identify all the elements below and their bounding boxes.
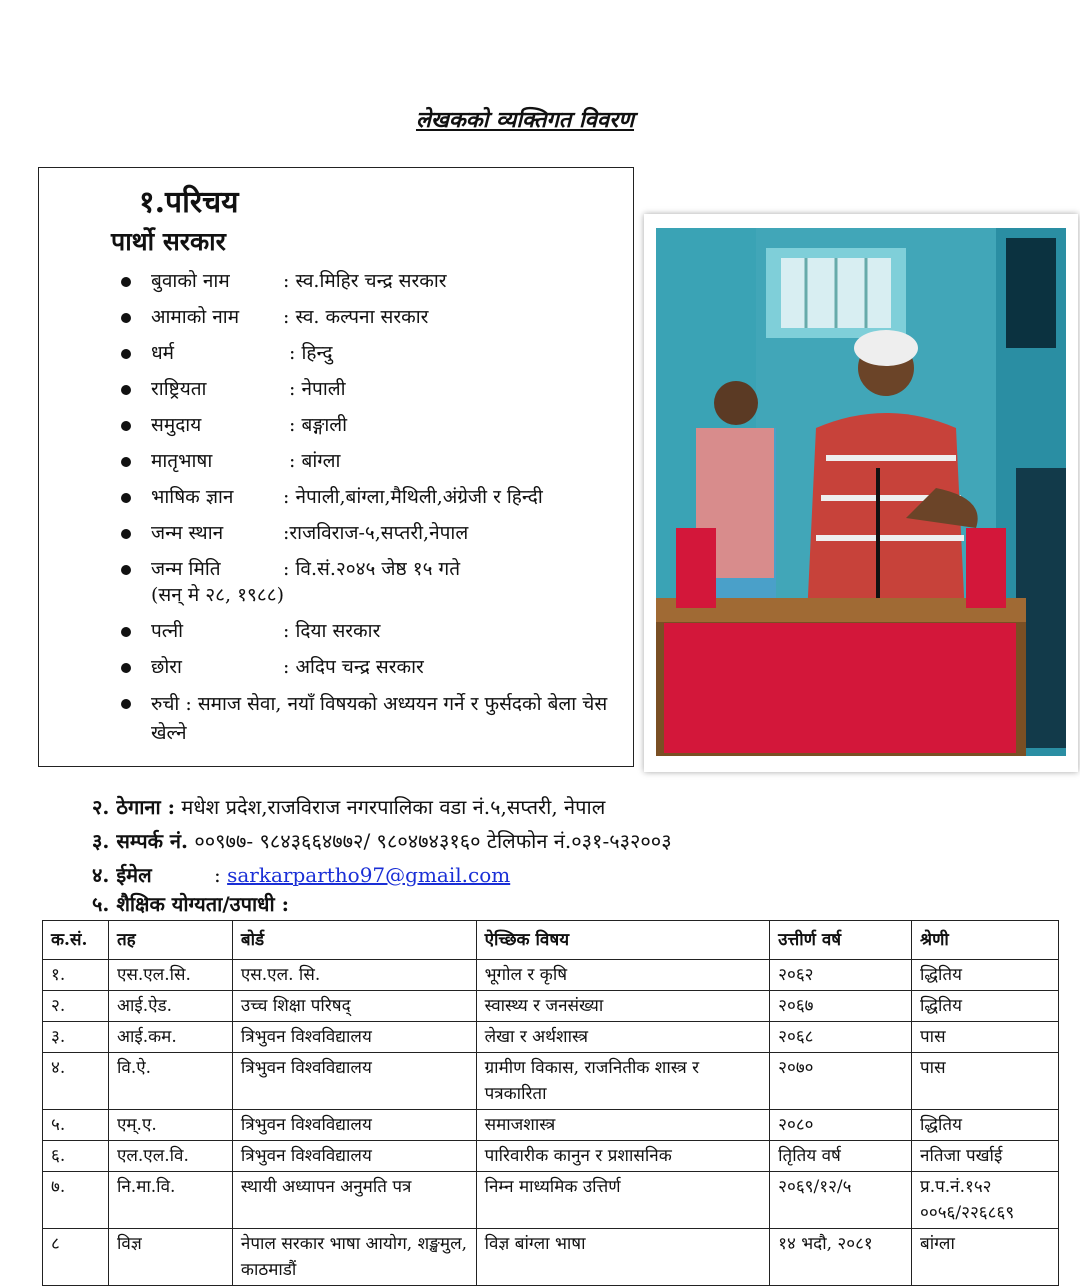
field-label: जन्म स्थान xyxy=(151,522,224,544)
intro-field-hobby: रुची : समाज सेवा, नयाँ विषयको अध्ययन गर्ने र फुर्सदको बेला चेस खेल्ने xyxy=(151,690,631,750)
table-cell: एम्.ए. xyxy=(108,1110,232,1141)
table-cell: नतिजा पर्खाई xyxy=(912,1141,1059,1172)
table-cell: स्वास्थ्य र जनसंख्या xyxy=(476,991,770,1022)
table-cell: ७. xyxy=(43,1172,109,1229)
field-label: भाषिक ज्ञान xyxy=(151,486,234,508)
table-cell: त्रिभुवन विश्वविद्यालय xyxy=(232,1053,476,1110)
address-row xyxy=(92,790,672,824)
field-separator: : xyxy=(283,558,296,580)
field-separator: : xyxy=(283,306,296,328)
table-row xyxy=(43,1022,1059,1053)
table-cell: पास xyxy=(912,1053,1059,1110)
field-separator: : xyxy=(283,270,296,292)
table-cell: २०६२ xyxy=(770,960,912,991)
field-value: वि.सं.२०४५ जेष्ठ १५ गते xyxy=(295,558,461,580)
field-value: बङ्गाली xyxy=(301,414,348,436)
field-value: स्व. कल्पना सरकार xyxy=(295,306,429,328)
field-label: पत्नी xyxy=(151,620,184,642)
phone-label: ३. सम्पर्क नं. xyxy=(92,829,188,853)
field-value: नेपाली,बांग्ला,मैथिली,अंग्रेजी र हिन्दी xyxy=(295,486,543,508)
table-row xyxy=(43,1229,1059,1286)
field-value: बांग्ला xyxy=(301,450,341,472)
table-cell: त्रिभुवन विश्वविद्यालय xyxy=(232,1022,476,1053)
intro-field-list xyxy=(151,268,631,750)
table-row xyxy=(43,1110,1059,1141)
column-header: क.सं. xyxy=(43,921,109,960)
table-cell: १४ भदौ, २०८१ xyxy=(770,1229,912,1286)
table-cell: तृितिय वर्ष xyxy=(770,1141,912,1172)
table-cell: एस.एल.सि. xyxy=(108,960,232,991)
table-row xyxy=(43,1053,1059,1110)
education-heading: ५. शैक्षिक योग्यता/उपाधी : xyxy=(92,892,289,916)
table-cell: आई.कम. xyxy=(108,1022,232,1053)
field-value: दिया सरकार xyxy=(295,620,381,642)
field-value: अदिप चन्द्र सरकार xyxy=(295,656,424,678)
field-label: समुदाय xyxy=(151,414,202,436)
field-separator: : xyxy=(283,342,302,364)
table-cell: भूगोल र कृषि xyxy=(476,960,770,991)
table-cell: लेखा र अर्थशास्त्र xyxy=(476,1022,770,1053)
address-label: २. ठेगाना : xyxy=(92,795,176,819)
table-cell: स्थायी अध्यापन अनुमति पत्र xyxy=(232,1172,476,1229)
intro-field xyxy=(151,484,631,520)
table-cell: ४. xyxy=(43,1053,109,1110)
table-cell: पास xyxy=(912,1022,1059,1053)
table-cell: एस.एल. सि. xyxy=(232,960,476,991)
intro-heading: १.परिचय xyxy=(139,185,239,220)
table-row xyxy=(43,1172,1059,1229)
address-value: मधेश प्रदेश,राजविराज नगरपालिका वडा नं.५,सप्तरी, नेपाल xyxy=(175,795,606,819)
field-separator: : xyxy=(283,414,302,436)
author-name: पार्थो सरकार xyxy=(111,227,226,256)
column-header: श्रेणी xyxy=(912,921,1059,960)
author-photo xyxy=(644,214,1078,772)
field-separator: : xyxy=(283,620,296,642)
intro-field xyxy=(151,412,631,448)
intro-field xyxy=(151,618,631,654)
column-header: उत्तीर्ण वर्ष xyxy=(770,921,912,960)
intro-field xyxy=(151,268,631,304)
intro-field xyxy=(151,520,631,556)
table-cell: एल.एल.वि. xyxy=(108,1141,232,1172)
field-value: स्व.मिहिर चन्द्र सरकार xyxy=(295,270,447,292)
table-cell: १. xyxy=(43,960,109,991)
email-separator: : xyxy=(214,863,228,887)
table-row xyxy=(43,991,1059,1022)
field-label: राष्ट्रियता xyxy=(151,378,207,400)
field-value-extra: (सन् मे २८, १९८८) xyxy=(151,584,285,606)
table-cell: २०८० xyxy=(770,1110,912,1141)
intro-field xyxy=(151,556,631,618)
field-value: हिन्दु xyxy=(301,342,333,364)
table-cell: बांग्ला xyxy=(912,1229,1059,1286)
table-cell: नेपाल सरकार भाषा आयोग, शङ्खमुल, काठमाडौं xyxy=(232,1229,476,1286)
table-cell: त्रिभुवन विश्वविद्यालय xyxy=(232,1110,476,1141)
field-separator: : xyxy=(283,656,296,678)
intro-box xyxy=(38,167,634,767)
table-cell: २०६७ xyxy=(770,991,912,1022)
table-cell: समाजशास्त्र xyxy=(476,1110,770,1141)
intro-field xyxy=(151,654,631,690)
education-table xyxy=(42,920,1059,1286)
table-cell: २०७० xyxy=(770,1053,912,1110)
field-label: बुवाको नाम xyxy=(151,270,230,292)
table-cell: द्धितिय xyxy=(912,1110,1059,1141)
table-cell: आई.ऐड. xyxy=(108,991,232,1022)
field-separator: : xyxy=(283,522,290,544)
table-cell: ग्रामीण विकास, राजनितीक शास्त्र र पत्रकारिता xyxy=(476,1053,770,1110)
phone-value: ००९७७- ९८४३६६४७७२/ ९८०४७४३१६० टेलिफोन नं.०३१-५३२००३ xyxy=(187,829,672,853)
table-row xyxy=(43,1141,1059,1172)
field-value: नेपाली xyxy=(301,378,346,400)
table-cell: २०६९/१२/५ xyxy=(770,1172,912,1229)
field-label: जन्म मिति xyxy=(151,558,221,580)
field-label: मातृभाषा xyxy=(151,450,213,472)
email-row xyxy=(92,858,672,892)
field-separator: : xyxy=(283,378,302,400)
column-header: बोर्ड xyxy=(232,921,476,960)
field-separator: : xyxy=(283,450,302,472)
table-cell: निम्न माध्यमिक उत्तिर्ण xyxy=(476,1172,770,1229)
column-header: तह xyxy=(108,921,232,960)
table-cell: ५. xyxy=(43,1110,109,1141)
contact-section xyxy=(92,790,672,892)
table-row xyxy=(43,960,1059,991)
intro-field xyxy=(151,448,631,484)
phone-row xyxy=(92,824,672,858)
field-label: आमाको नाम xyxy=(151,306,240,328)
page-title-text: लेखकको व्यक्तिगत विवरण xyxy=(415,107,635,133)
field-separator: : xyxy=(283,486,296,508)
intro-field xyxy=(151,376,631,412)
table-cell: ८ xyxy=(43,1229,109,1286)
field-label: धर्म xyxy=(151,342,175,364)
column-header: ऐच्छिक विषय xyxy=(476,921,770,960)
table-cell: त्रिभुवन विश्वविद्यालय xyxy=(232,1141,476,1172)
field-value: राजविराज-५,सप्तरी,नेपाल xyxy=(289,522,469,544)
table-cell: प्र.प.नं.१५२ ००५६/२२६८६९ xyxy=(912,1172,1059,1229)
table-header-row xyxy=(43,921,1059,960)
table-cell: नि.मा.वि. xyxy=(108,1172,232,1229)
table-cell: ६. xyxy=(43,1141,109,1172)
intro-field xyxy=(151,340,631,376)
page-title xyxy=(0,104,1050,134)
intro-field xyxy=(151,304,631,340)
table-cell: २०६८ xyxy=(770,1022,912,1053)
field-label: छोरा xyxy=(151,656,182,678)
table-cell: उच्च शिक्षा परिषद् xyxy=(232,991,476,1022)
table-cell: द्धितिय xyxy=(912,991,1059,1022)
table-cell: विज्ञ बांग्ला भाषा xyxy=(476,1229,770,1286)
table-cell: वि.ऐ. xyxy=(108,1053,232,1110)
table-cell: विज्ञ xyxy=(108,1229,232,1286)
table-cell: २. xyxy=(43,991,109,1022)
email-link[interactable]: sarkarpartho97@gmail.com xyxy=(227,863,511,887)
email-label: ४. ईमेल xyxy=(92,863,152,887)
table-cell: द्धितिय xyxy=(912,960,1059,991)
author-photo-image xyxy=(656,228,1066,756)
table-cell: ३. xyxy=(43,1022,109,1053)
table-cell: पारिवारीक कानुन र प्रशासनिक xyxy=(476,1141,770,1172)
